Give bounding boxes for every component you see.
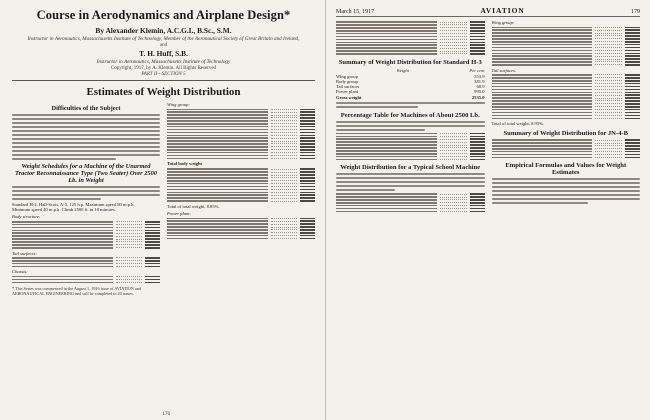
tail-surfaces-label-right: Tail surfaces: [491, 67, 517, 73]
part-label: PART II—SECTION 5 [141, 72, 186, 77]
and-text: and [159, 43, 168, 48]
weight-rows [492, 74, 641, 119]
summary-row: Body group 381.9 [336, 78, 485, 84]
power-plant-label: Power plant: [167, 211, 192, 217]
section-subtitle: Estimates of Weight Distribution [86, 86, 241, 98]
author-affiliation-1: Instructor in Aeronautics, Massachusetts Institute of Technology, Member of the Aeronautical Society of Great Britain and Ireland, [27, 36, 300, 42]
body-text [492, 178, 641, 204]
weight-rows [12, 257, 160, 267]
wing-group-label: Wing group: [167, 102, 190, 107]
right-col-1 [336, 20, 485, 214]
weight-rows [492, 27, 641, 66]
summary-h3-heading: Summary of Weight Distribution for Standard H-3 [338, 58, 482, 66]
weight-rows [167, 218, 315, 240]
page-number-right: 179 [630, 9, 640, 15]
weight-rows [492, 139, 641, 158]
table-header [336, 68, 485, 73]
total-weight-left: Total of total weight, 8.85%. [167, 203, 220, 209]
tail-surfaces-label: Tail surfaces: [12, 250, 37, 256]
running-header [336, 6, 640, 17]
body-text [12, 186, 160, 200]
right-col-2 [492, 20, 641, 214]
total-body-weight: Total body weight [167, 161, 203, 167]
col-weight: Weight [396, 67, 409, 73]
body-text [336, 102, 485, 108]
author-klemin: By Alexander Klemin, A.C.G.I., B.Sc., S.M. [95, 26, 232, 35]
copyright-line: Copyright, 1917, by A. Klemin. All Rights Reserved [110, 66, 217, 71]
weight-rows [336, 21, 485, 54]
body-text [12, 114, 160, 160]
weight-rows [12, 276, 160, 283]
empirical-heading: Empirical Formulas and Values for Weight Estimates [505, 162, 627, 177]
spec-line-2: Minimum speed 40 m.p.h. Climb 2500 ft. in 10 minutes. [12, 207, 116, 213]
total-weight-right: Total of total weight, 8.95%. [491, 121, 545, 127]
summary-row: Wing group 553.9 [336, 73, 485, 79]
spec-line-1: Standard H-2, Hall-Scott, A-5, 125 h.p. Maximum speed 80 m.p.h. [12, 202, 135, 207]
left-columns [12, 102, 315, 296]
title-rule [12, 80, 315, 81]
left-col-1 [12, 102, 160, 296]
col-percent: Per cent [469, 67, 485, 73]
right-columns [336, 20, 640, 214]
body-structure-label: Body structure: [12, 214, 41, 220]
issue-date: March 15, 1917 [336, 9, 375, 15]
left-col-2 [167, 102, 315, 296]
percentage-table-heading: Percentage Table for Machines of About 2500 Lb. [340, 111, 480, 119]
right-page [326, 0, 650, 420]
footnote: * This Series was commenced in the August 1, 1916 issue of AVIATION and AERONAUTICAL ENGINEERING and will be completed in 20 issues. [12, 286, 141, 297]
body-text [336, 121, 485, 131]
author-huff: T. H. Huff, S.B. [139, 49, 188, 58]
heading-weight-schedules: Weight Schedules for a Machine of the Unarmed Tractor Reconnaissance Type (Two Seater) Over 2500 Lb. in Weight [15, 163, 157, 184]
weight-rows [336, 193, 485, 212]
magazine-name: AVIATION [480, 6, 525, 15]
summary-jn48-heading: Summary of Weight Distribution for JN-4-B [503, 130, 628, 138]
body-text [336, 173, 485, 191]
summary-row: Tail surfaces 68.9 [336, 84, 485, 90]
author-affiliation-2: Instructor in Aeronautics, Massachusetts Institute of Technology [96, 59, 231, 65]
weight-rows [167, 168, 315, 201]
article-title: Course in Aerodynamics and Airplane Design* [36, 8, 291, 22]
weight-rows [12, 221, 160, 249]
heading-difficulties: Difficulties of the Subject [51, 105, 121, 112]
page-number-left: 176 [162, 412, 170, 417]
weight-rows [167, 109, 315, 160]
summary-row: Gross weight 2535.0 [336, 94, 485, 100]
wing-group-label-right: Wing group: [491, 20, 515, 25]
school-machine-heading: Weight Distribution for a Typical School Machine [340, 164, 481, 172]
weight-rows [336, 133, 485, 161]
summary-row: Power plant 995.0 [336, 89, 485, 95]
chassis-label: Chassis: [12, 269, 28, 275]
